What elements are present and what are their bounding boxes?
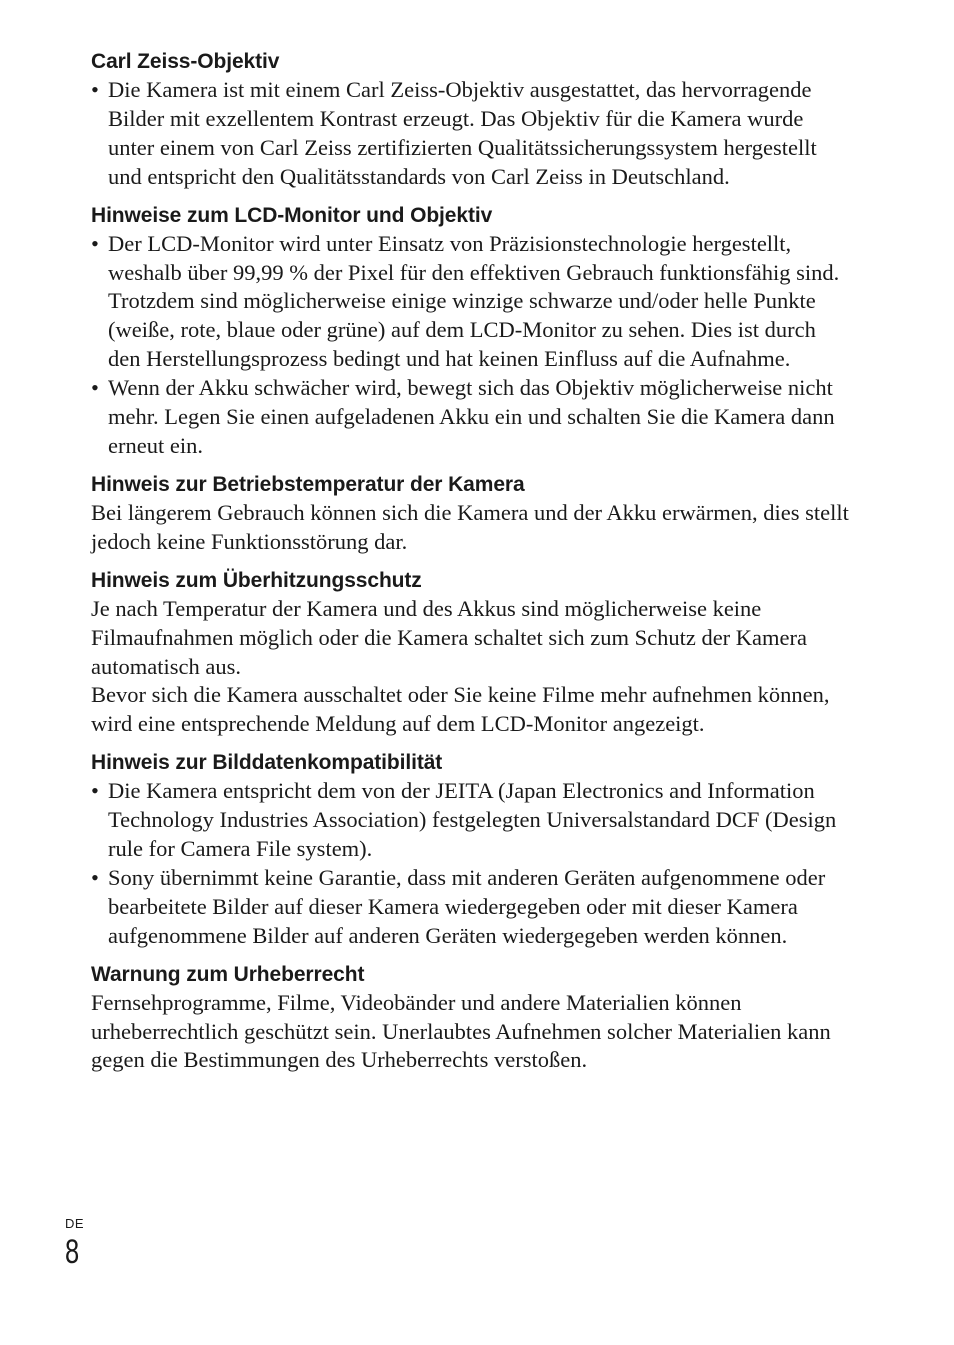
section-operating-temperature [91, 471, 851, 557]
section-heading: Hinweis zur Betriebstemperatur der Kamera [91, 472, 525, 496]
section-copyright [91, 961, 851, 1076]
paragraph: Bei längerem Gebrauch können sich die Kamera und der Akku erwärmen, dies stellt jedoch keine Funktionsstörung dar. [91, 499, 849, 554]
paragraph: Fernsehprogramme, Filme, Videobänder und andere Materialien können urheberrechtlich geschützt sein. Unerlaubtes Aufnehmen solcher Materialien kann gegen die Bestimmungen des Urheberrechts verstoßen. [91, 989, 831, 1073]
section-heading: Warnung zum Urheberrecht [91, 962, 365, 986]
bullet-icon: • [91, 375, 99, 401]
section-image-compatibility [91, 749, 851, 950]
bullet-icon: • [91, 864, 99, 890]
bullet-item [91, 777, 851, 864]
section-heading: Hinweise zum LCD-Monitor und Objektiv [91, 203, 493, 227]
section-lcd-monitor [91, 202, 851, 461]
bullet-text: Die Kamera entspricht dem von der JEITA (Japan Electronics and Information Technology Industries Association) festgelegten Universalstandard DCF (Design rule for Camera File system). [108, 778, 837, 862]
paragraph: Je nach Temperatur der Kamera und des Akkus sind möglicherweise keine Filmaufnahmen möglich oder die Kamera schaltet sich zum Schutz der Kamera automatisch aus. [91, 595, 808, 679]
bullet-item [91, 230, 851, 375]
bullet-text: Die Kamera ist mit einem Carl Zeiss-Objektiv ausgestattet, das hervorragende Bilder mit exzellentem Kontrast erzeugt. Das Objektiv für die Kamera wurde unter einem von Carl Zeiss zertifizierten Qualitätssicherungssystem hergestellt und entspricht den Qualitätsstandards von Carl Zeiss in Deutschland. [108, 77, 817, 189]
bullet-text: Wenn der Akku schwächer wird, bewegt sich das Objektiv möglicherweise nicht mehr. Legen Sie einen aufgeladenen Akku ein und schalten Sie die Kamera dann erneut ein. [108, 375, 835, 458]
section-heading: Carl Zeiss-Objektiv [91, 50, 280, 73]
page-number: 8 [65, 1233, 80, 1271]
bullet-icon: • [91, 77, 99, 102]
bullet-text: Sony übernimmt keine Garantie, dass mit anderen Geräten aufgenommene oder bearbeitete Bilder auf dieser Kamera wiedergegeben oder mit dieser Kamera aufgenommene Bilder auf anderen Geräten wiedergegeben werden können. [108, 864, 826, 948]
bullet-item [91, 374, 851, 461]
bullet-item [91, 76, 851, 192]
document-page [91, 48, 851, 1085]
section-heading: Hinweis zum Überhitzungsschutz [91, 568, 422, 592]
language-code: DE [65, 1216, 85, 1231]
section-heading: Hinweis zur Bilddatenkompatibilität [91, 751, 443, 775]
bullet-icon: • [91, 230, 99, 256]
bullet-text: Der LCD-Monitor wird unter Einsatz von Präzisionstechnologie hergestellt, weshalb über 99,99 % der Pixel für den effektiven Gebrauch funktionsfähig sind. Trotzdem sind möglicherweise einige winzige schwarze und/oder helle Punkte (weiße, rote, blaue oder grüne) auf dem LCD-Monitor zu sehen. Dies ist durch den Herstellungsprozess bedingt und hat keinen Einfluss auf die Aufnahme. [108, 230, 840, 372]
bullet-item [91, 864, 851, 951]
page-footer [65, 1217, 84, 1270]
section-overheating [91, 567, 851, 740]
section-carl-zeiss [91, 48, 851, 192]
bullet-icon: • [91, 778, 99, 804]
paragraph: Bevor sich die Kamera ausschaltet oder Sie keine Filme mehr aufnehmen können, wird eine entsprechende Meldung auf dem LCD-Monitor angezeigt. [91, 682, 830, 737]
